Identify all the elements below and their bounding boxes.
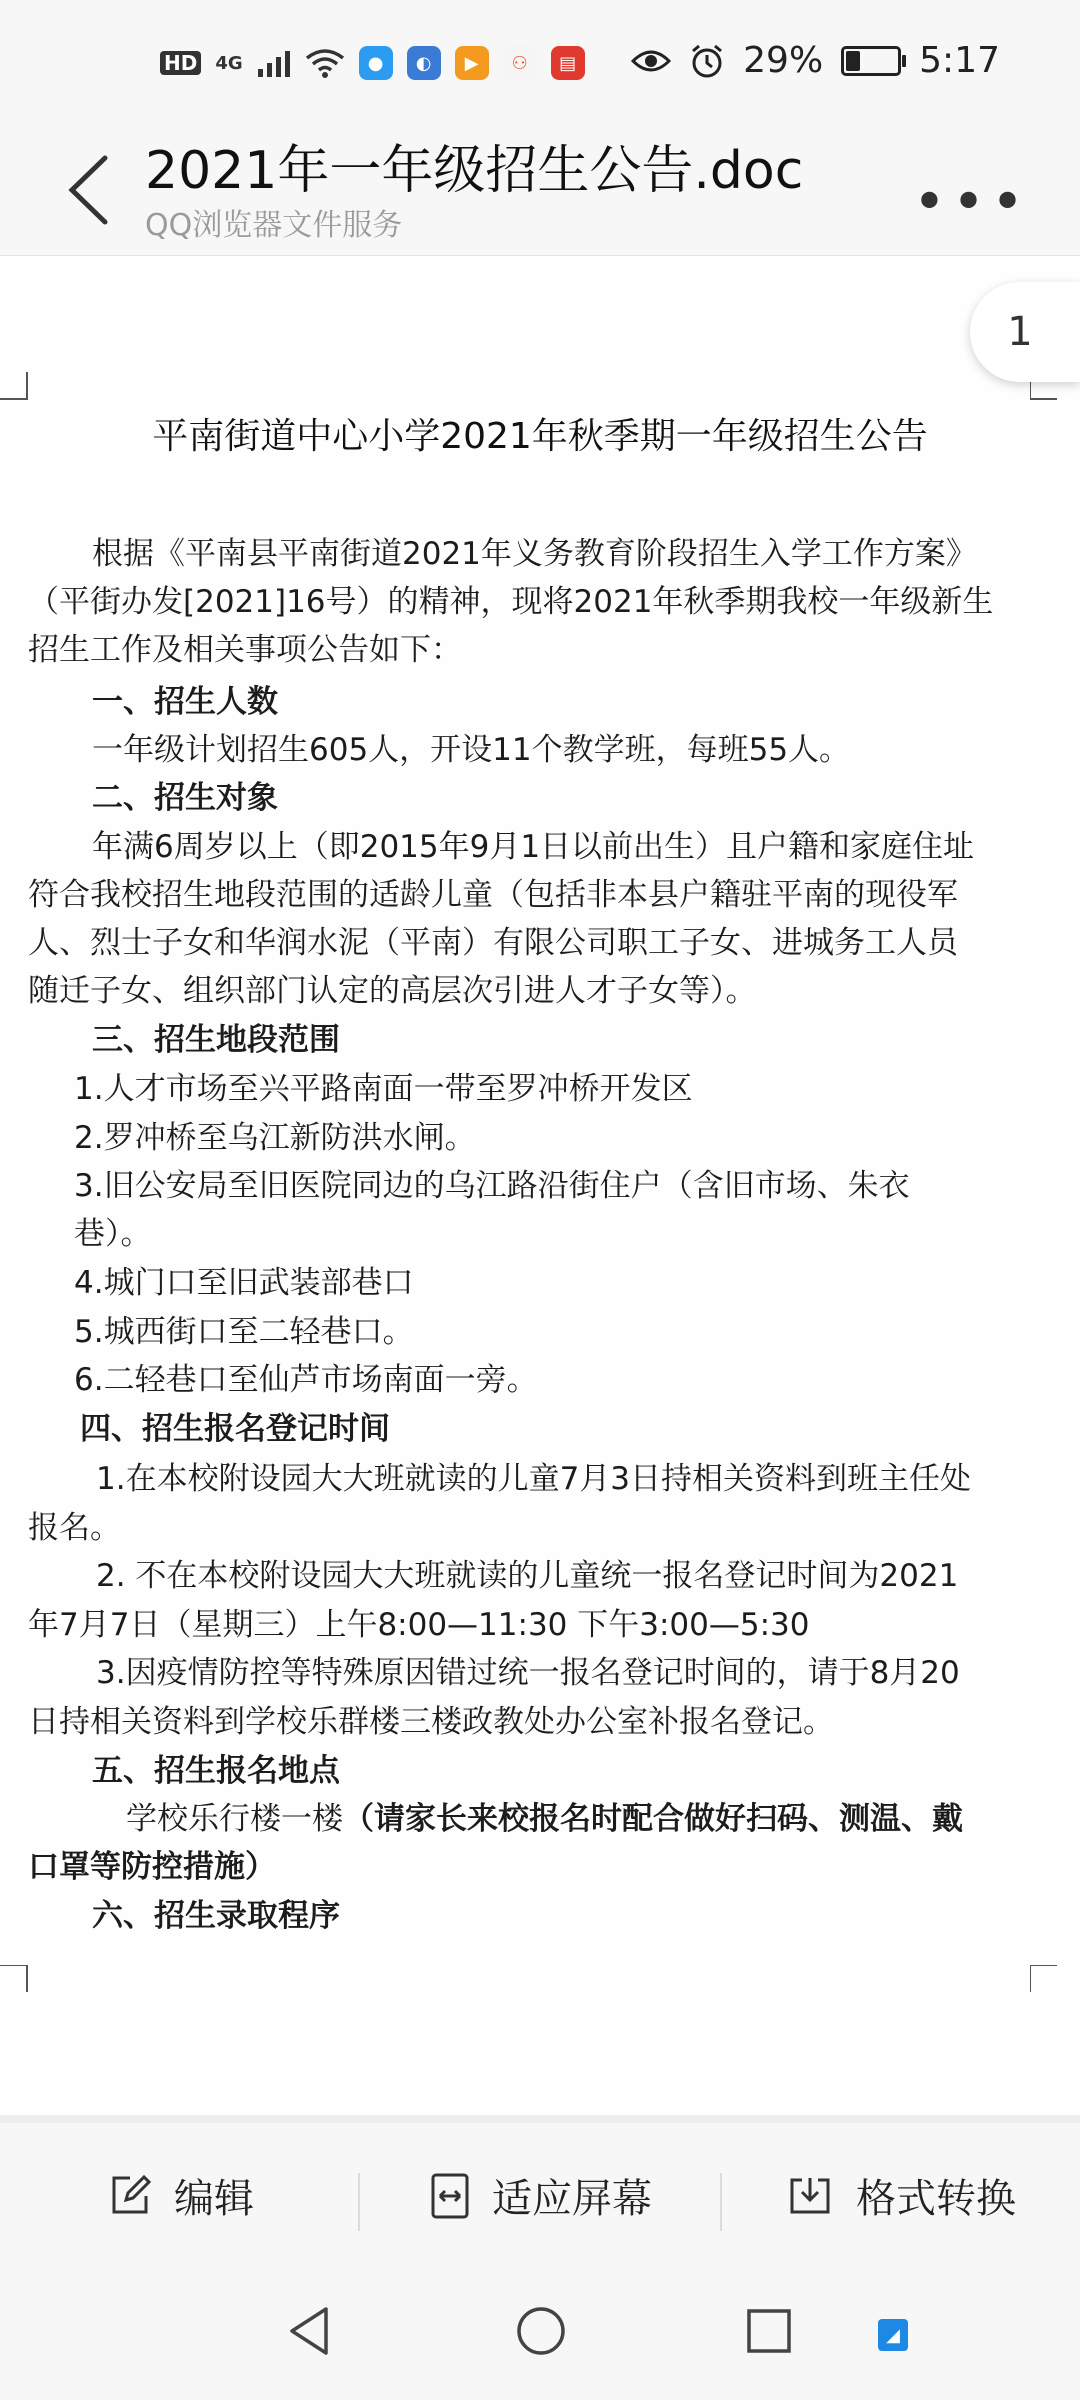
title-bar xyxy=(0,120,1080,256)
battery-level xyxy=(846,51,860,71)
doc-line: 3.旧公安局至旧医院同边的乌江路沿街住户（含旧市场、朱衣 xyxy=(74,1168,910,1204)
bottom-toolbar xyxy=(0,2115,1080,2283)
doc-line xyxy=(126,1797,963,1841)
doc-line: 人、烈士子女和华润水泥（平南）有限公司职工子女、进城务工人员 xyxy=(28,925,958,961)
page-number-indicator[interactable]: 1 xyxy=(970,282,1080,382)
signal-icon xyxy=(257,49,291,77)
doc-line: 1.在本校附设园大大班就读的儿童7月3日持相关资料到班主任处 xyxy=(96,1461,972,1497)
section-heading: 二、招生对象 xyxy=(92,780,278,816)
wifi-icon xyxy=(305,48,345,78)
watermark-logo-icon: ◢ xyxy=(878,2319,908,2351)
system-nav-bar xyxy=(0,2275,1080,2400)
more-options-icon[interactable]: ••• xyxy=(912,170,1030,235)
network-indicator: 4G xyxy=(215,52,243,74)
section-heading: 三、招生地段范围 xyxy=(92,1022,340,1058)
doc-line: 2.罗冲桥至乌江新防洪水闸。 xyxy=(74,1120,476,1156)
doc-line: 3.因疫情防控等特殊原因错过统一报名登记时间的，请于8月20 xyxy=(96,1655,960,1691)
doc-line: 招生工作及相关事项公告如下： xyxy=(28,632,462,668)
doc-line: 6.二轻巷口至仙芦市场南面一旁。 xyxy=(74,1362,538,1398)
back-arrow-icon[interactable] xyxy=(60,150,120,230)
edit-label: 编辑 xyxy=(174,2176,254,2222)
qq-browser-icon: ◐ xyxy=(407,46,441,80)
edit-button[interactable] xyxy=(108,2167,254,2224)
status-left xyxy=(160,46,585,80)
news-app-icon: ▤ xyxy=(551,46,585,80)
doc-line: 一年级计划招生605人，开设11个教学班，每班55人。 xyxy=(92,732,851,768)
status-bar xyxy=(0,0,1080,135)
toolbar-divider xyxy=(358,2173,360,2231)
doc-line: 根据《平南县平南街道2021年义务教育阶段招生入学工作方案》 xyxy=(92,536,977,572)
document-subtitle: QQ浏览器文件服务 xyxy=(145,208,403,243)
doc-line: 年7月7日（星期三）上午8:00—11:30 下午3:00—5:30 xyxy=(28,1607,810,1643)
nav-back-icon[interactable] xyxy=(284,2303,334,2359)
clock: 5:17 xyxy=(919,40,1000,81)
fit-screen-button[interactable] xyxy=(430,2167,652,2224)
nav-recents-icon[interactable] xyxy=(744,2303,794,2359)
section-heading: 四、招生报名登记时间 xyxy=(80,1411,390,1447)
crop-mark-top-left xyxy=(0,372,28,400)
doc-line: 报名。 xyxy=(28,1510,121,1546)
hd-indicator: HD xyxy=(160,51,201,75)
doc-line: （平街办发[2021]16号）的精神，现将2021年秋季期我校一年级新生 xyxy=(28,584,994,620)
document-title: 2021年一年级招生公告.doc xyxy=(145,141,804,201)
doc-line: 巷）。 xyxy=(74,1216,152,1252)
uc-browser-icon: ⚇ xyxy=(503,46,537,80)
toolbar-divider xyxy=(720,2173,722,2231)
doc-line: 年满6周岁以上（即2015年9月1日以前出生）且户籍和家庭住址 xyxy=(92,829,975,865)
doc-line: 1.人才市场至兴平路南面一带至罗冲桥开发区 xyxy=(74,1071,693,1107)
alarm-icon xyxy=(689,43,725,79)
crop-mark-bottom-left xyxy=(0,1965,28,1993)
section-heading: 五、招生报名地点 xyxy=(92,1753,340,1789)
doc-line: 符合我校招生地段范围的适龄儿童（包括非本县户籍驻平南的现役军 xyxy=(28,877,958,913)
nav-home-icon[interactable] xyxy=(514,2303,568,2359)
section-heading: 六、招生录取程序 xyxy=(92,1898,340,1934)
edit-icon xyxy=(108,2174,152,2218)
download-convert-icon xyxy=(786,2174,834,2218)
doc-line: 日持相关资料到学校乐群楼三楼政教处办公室补报名登记。 xyxy=(28,1704,834,1740)
battery-percent: 29% xyxy=(743,40,824,81)
doc-line: 随迁子女、组织部门认定的高层次引进人才子女等）。 xyxy=(28,973,757,1009)
doc-line: 4.城门口至旧武装部巷口 xyxy=(74,1265,414,1301)
location-note: （请家长来校报名时配合做好扫码、测温、戴 xyxy=(343,1801,963,1837)
format-convert-label: 格式转换 xyxy=(856,2176,1016,2222)
section-heading: 一、招生人数 xyxy=(92,684,278,720)
eye-icon xyxy=(631,47,671,75)
format-convert-button[interactable] xyxy=(786,2167,1016,2224)
crop-mark-bottom-right xyxy=(1030,1965,1058,1993)
fit-screen-icon xyxy=(430,2172,470,2220)
video-app-icon: ▶ xyxy=(455,46,489,80)
location-text: 学校乐行楼一楼 xyxy=(126,1801,343,1837)
doc-line: 2. 不在本校附设园大大班就读的儿童统一报名登记时间为2021 xyxy=(96,1558,959,1594)
doc-line: 5.城西街口至二轻巷口。 xyxy=(74,1314,414,1350)
status-right xyxy=(631,40,1000,81)
qq-app-icon: ● xyxy=(359,46,393,80)
doc-line: 口罩等防控措施） xyxy=(28,1849,276,1885)
battery-icon xyxy=(841,46,901,76)
fit-screen-label: 适应屏幕 xyxy=(492,2176,652,2222)
document-heading: 平南街道中心小学2021年秋季期一年级招生公告 xyxy=(152,416,928,457)
